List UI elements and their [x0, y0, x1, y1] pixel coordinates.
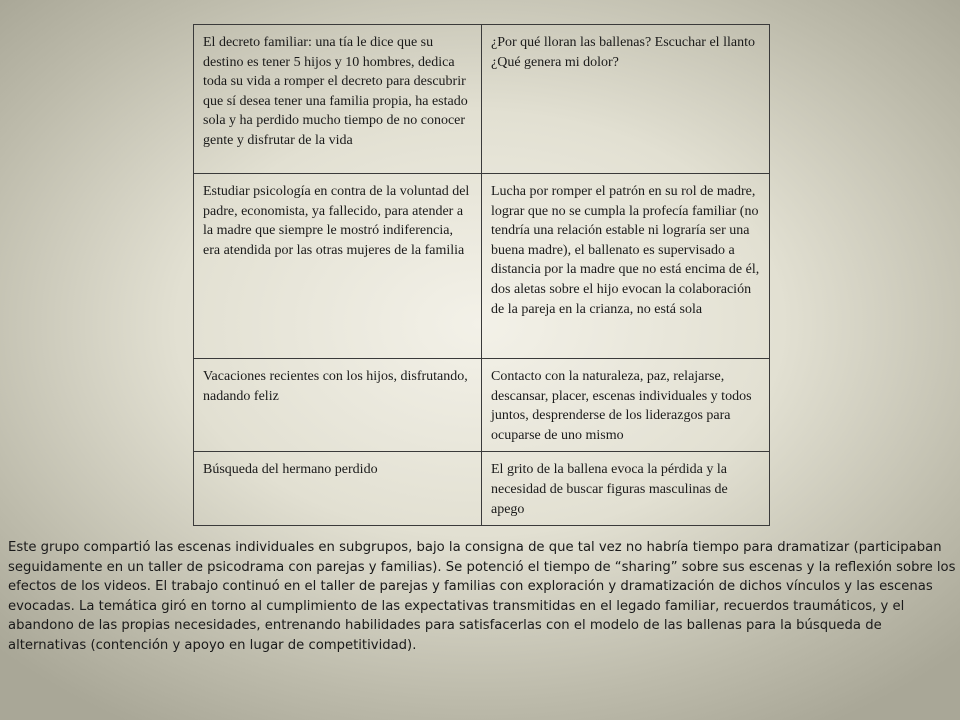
table-row	[194, 25, 770, 174]
interpretation-cell: ¿Por qué lloran las ballenas? Escuchar el llanto ¿Qué genera mi dolor?	[482, 25, 770, 174]
scene-cell: El decreto familiar: una tía le dice que su destino es tener 5 hijos y 10 hombres, dedica toda su vida a romper el decreto para descubrir que sí desea tener una familia propia, ha estado sola y ha perdido mucho tiempo de no conocer gente y disfrutar de la vida	[194, 25, 482, 174]
caption-paragraph: Este grupo compartió las escenas individuales en subgrupos, bajo la consigna de que tal vez no habría tiempo para dramatizar (participaban seguidamente en un taller de psicodrama con parejas y familias). Se potenció el tiempo de “sharing” sobre sus escenas y la reflexión sobre los efectos de los videos. El trabajo continuó en el taller de parejas y familias con exploración y dramatización de dichos vínculos y las escenas evocadas. La temática giró en torno al cumplimiento de las expectativas transmitidas en el legado familiar, recuerdos traumáticos, y el abandono de las propias necesidades, entrenando habilidades para satisfacerlas con el modelo de las ballenas para la búsqueda de alternativas (contención y apoyo en lugar de competitividad).	[8, 540, 956, 653]
scenes-table	[193, 24, 770, 526]
scene-cell: Búsqueda del hermano perdido	[194, 452, 482, 526]
scene-cell: Estudiar psicología en contra de la voluntad del padre, economista, ya fallecido, para atender a la madre que siempre le mostró indiferencia, era atendida por las otras mujeres de la familia	[194, 174, 482, 359]
interpretation-cell: El grito de la ballena evoca la pérdida y la necesidad de buscar figuras masculinas de apego	[482, 452, 770, 526]
table-row	[194, 174, 770, 359]
interpretation-cell: Contacto con la naturaleza, paz, relajarse, descansar, placer, escenas individuales y todos juntos, desprenderse de los liderazgos para ocuparse de uno mismo	[482, 359, 770, 452]
interpretation-cell: Lucha por romper el patrón en su rol de madre, lograr que no se cumpla la profecía familiar (no tendría una relación estable ni lograría ser una buena madre), el ballenato es supervisado a distancia por la madre que no está encima de él, dos aletas sobre el hijo evocan la colaboración de la pareja en la crianza, no está sola	[482, 174, 770, 359]
table-row	[194, 359, 770, 452]
scene-cell: Vacaciones recientes con los hijos, disfrutando, nadando feliz	[194, 359, 482, 452]
table-row	[194, 452, 770, 526]
